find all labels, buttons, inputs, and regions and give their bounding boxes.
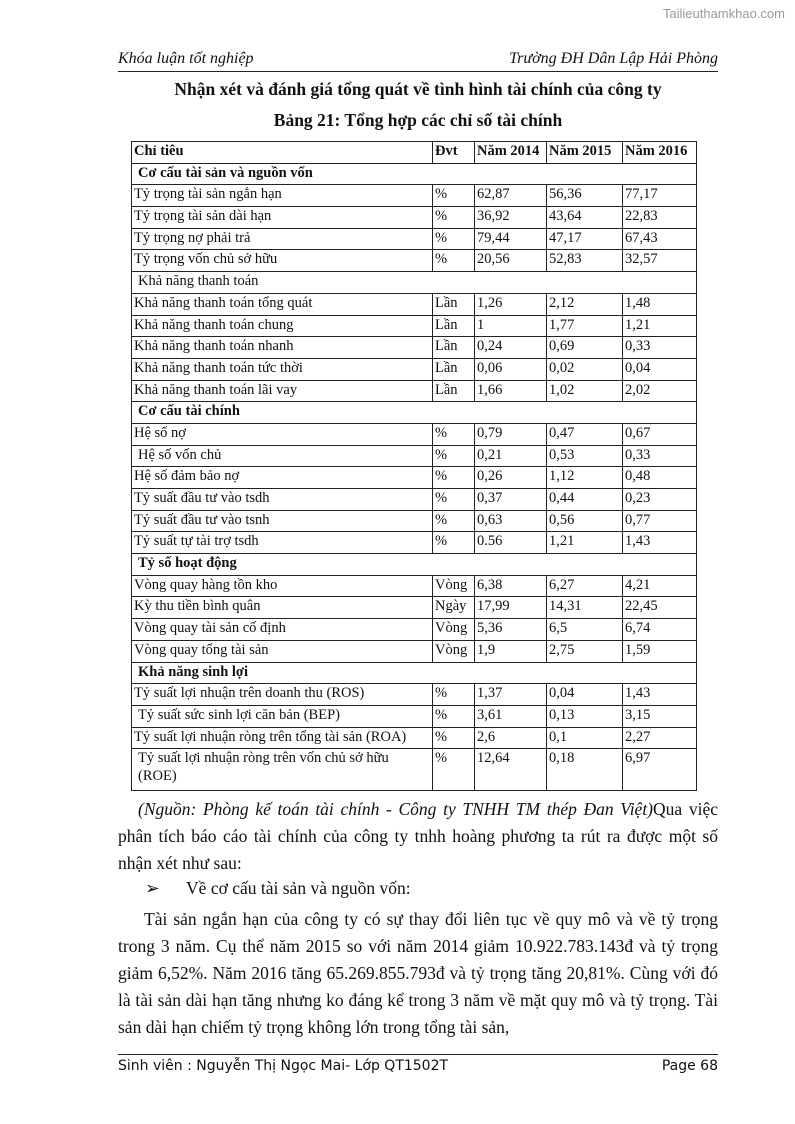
unit-cell: % (433, 510, 475, 532)
unit-cell: Lần (433, 315, 475, 337)
section-title: Nhận xét và đánh giá tổng quát về tình hình tài chính của công ty (174, 79, 662, 99)
table-section-row (132, 272, 697, 294)
table-row (132, 207, 697, 229)
year-2014-cell: 12,64 (475, 749, 547, 791)
section-label: Tỷ số hoạt động (132, 554, 697, 576)
unit-cell: % (433, 228, 475, 250)
section-label: Cơ cấu tài sản và nguồn vốn (132, 163, 697, 185)
year-2014-cell: 0,21 (475, 445, 547, 467)
year-2015-cell: 1,77 (547, 315, 623, 337)
year-2015-cell: 0,69 (547, 337, 623, 359)
year-2014-cell: 62,87 (475, 185, 547, 207)
year-2015-cell: 2,12 (547, 293, 623, 315)
year-2015-cell: 0,47 (547, 423, 623, 445)
year-2015-cell: 56,36 (547, 185, 623, 207)
year-2016-cell: 3,15 (623, 705, 697, 727)
table-row (132, 423, 697, 445)
unit-cell: Vòng (433, 619, 475, 641)
section-label: Khả năng sinh lợi (132, 662, 697, 684)
year-2015-cell: 43,64 (547, 207, 623, 229)
header-year-2016: Năm 2016 (623, 142, 697, 164)
year-2014-cell: 1,9 (475, 640, 547, 662)
indicator-cell: Hệ số vốn chủ (132, 445, 433, 467)
table-section-row (132, 554, 697, 576)
unit-cell: Lần (433, 380, 475, 402)
unit-cell: Lần (433, 358, 475, 380)
unit-cell: % (433, 489, 475, 511)
year-2015-cell: 6,5 (547, 619, 623, 641)
indicator-cell: Khả năng thanh toán chung (132, 315, 433, 337)
unit-cell: % (433, 423, 475, 445)
year-2014-cell: 0,79 (475, 423, 547, 445)
year-2016-cell: 1,59 (623, 640, 697, 662)
table-row (132, 489, 697, 511)
unit-cell: Vòng (433, 575, 475, 597)
year-2014-cell: 1,37 (475, 684, 547, 706)
unit-cell: % (433, 705, 475, 727)
year-2016-cell: 1,21 (623, 315, 697, 337)
source-note: (Nguồn: Phòng kế toán tài chính - Công ty TNHH TM thép Đan Việt) (138, 799, 654, 819)
year-2016-cell: 22,45 (623, 597, 697, 619)
indicator-cell: Hệ số nợ (132, 423, 433, 445)
year-2016-cell: 0,23 (623, 489, 697, 511)
year-2015-cell: 2,75 (547, 640, 623, 662)
unit-cell: % (433, 727, 475, 749)
year-2014-cell: 0,37 (475, 489, 547, 511)
year-2015-cell: 14,31 (547, 597, 623, 619)
indicator-cell: Tỷ suất tự tài trợ tsdh (132, 532, 433, 554)
header-left: Khóa luận tốt nghiệp (118, 50, 254, 67)
year-2015-cell: 0,53 (547, 445, 623, 467)
indicator-cell: Hệ số đảm bảo nợ (132, 467, 433, 489)
paragraph-intro: Qua việc phân tích báo cáo tài chính của công ty tnhh hoàng phương ta rút ra được một số nhận xét như sau: (118, 799, 718, 873)
unit-cell: % (433, 532, 475, 554)
table-header-row (132, 142, 697, 164)
year-2016-cell: 0,48 (623, 467, 697, 489)
table-row (132, 619, 697, 641)
indicator-cell: Tỷ suất đầu tư vào tsnh (132, 510, 433, 532)
year-2014-cell: 3,61 (475, 705, 547, 727)
year-2014-cell: 2,6 (475, 727, 547, 749)
indicator-cell: Vòng quay hàng tồn kho (132, 575, 433, 597)
year-2014-cell: 36,92 (475, 207, 547, 229)
table-body (132, 163, 697, 791)
year-2016-cell: 0,04 (623, 358, 697, 380)
bullet-text: Về cơ cấu tài sản và nguồn vốn: (186, 878, 411, 898)
year-2015-cell: 0,04 (547, 684, 623, 706)
unit-cell: Lần (433, 337, 475, 359)
table-row (132, 293, 697, 315)
header-indicator: Chỉ tiêu (132, 142, 433, 164)
indicator-cell: Khả năng thanh toán nhanh (132, 337, 433, 359)
year-2016-cell: 2,02 (623, 380, 697, 402)
year-2015-cell: 0,18 (547, 749, 623, 791)
header-divider (118, 71, 718, 72)
year-2016-cell: 0,67 (623, 423, 697, 445)
indicator-cell: Vòng quay tài sản cố định (132, 619, 433, 641)
year-2015-cell: 0,1 (547, 727, 623, 749)
year-2016-cell: 0,33 (623, 337, 697, 359)
year-2014-cell: 1,66 (475, 380, 547, 402)
unit-cell: Ngày (433, 597, 475, 619)
indicator-cell: Khả năng thanh toán lãi vay (132, 380, 433, 402)
year-2014-cell: 5,36 (475, 619, 547, 641)
year-2016-cell: 1,43 (623, 684, 697, 706)
unit-cell: Vòng (433, 640, 475, 662)
indicator-cell: Tỷ trọng tài sản dài hạn (132, 207, 433, 229)
table-row (132, 749, 697, 791)
year-2016-cell: 0,33 (623, 445, 697, 467)
unit-cell: % (433, 445, 475, 467)
year-2014-cell: 0,24 (475, 337, 547, 359)
financial-ratios-table (131, 141, 697, 791)
table-section-row (132, 662, 697, 684)
year-2016-cell: 1,48 (623, 293, 697, 315)
table-row (132, 467, 697, 489)
table-row (132, 380, 697, 402)
year-2014-cell: 0,26 (475, 467, 547, 489)
footer-divider (118, 1054, 718, 1055)
header-right: Trường ĐH Dân Lập Hải Phòng (509, 50, 718, 67)
table-row (132, 228, 697, 250)
year-2016-cell: 4,21 (623, 575, 697, 597)
year-2014-cell: 0,06 (475, 358, 547, 380)
year-2016-cell: 6,97 (623, 749, 697, 791)
unit-cell: % (433, 185, 475, 207)
year-2016-cell: 1,43 (623, 532, 697, 554)
header-unit: Đvt (433, 142, 475, 164)
source-paragraph (118, 796, 718, 877)
indicator-cell: Tỷ suất lợi nhuận ròng trên vốn chủ sở hữu (ROE) (132, 749, 433, 791)
indicator-cell: Kỳ thu tiền bình quân (132, 597, 433, 619)
table-section-row (132, 163, 697, 185)
indicator-cell: Khả năng thanh toán tổng quát (132, 293, 433, 315)
year-2016-cell: 22,83 (623, 207, 697, 229)
year-2014-cell: 79,44 (475, 228, 547, 250)
table-row (132, 532, 697, 554)
table-row (132, 510, 697, 532)
unit-cell: % (433, 749, 475, 791)
page-number: Page 68 (661, 1058, 718, 1074)
year-2015-cell: 0,13 (547, 705, 623, 727)
year-2015-cell: 52,83 (547, 250, 623, 272)
year-2014-cell: 1,26 (475, 293, 547, 315)
table-row (132, 705, 697, 727)
unit-cell: % (433, 684, 475, 706)
indicator-cell: Tỷ suất lợi nhuận ròng trên tổng tài sản (ROA) (132, 727, 433, 749)
year-2015-cell: 0,44 (547, 489, 623, 511)
bullet-arrow-icon: ➢ (145, 878, 160, 898)
table-row (132, 250, 697, 272)
table-row (132, 315, 697, 337)
indicator-cell: Khả năng thanh toán tức thời (132, 358, 433, 380)
year-2015-cell: 0,02 (547, 358, 623, 380)
year-2014-cell: 0,63 (475, 510, 547, 532)
footer-student: Sinh viên : Nguyễn Thị Ngọc Mai- Lớp QT1502T (118, 1058, 449, 1074)
watermark-text: Tailieuthamkhao.com (662, 6, 785, 21)
year-2016-cell: 32,57 (623, 250, 697, 272)
page-header (118, 48, 718, 72)
year-2014-cell: 1 (475, 315, 547, 337)
indicator-cell: Tỷ trọng nợ phải trả (132, 228, 433, 250)
indicator-cell: Tỷ suất sức sinh lợi căn bản (BEP) (132, 705, 433, 727)
table-row (132, 640, 697, 662)
table-row (132, 597, 697, 619)
table-row (132, 727, 697, 749)
year-2015-cell: 1,02 (547, 380, 623, 402)
table-row (132, 358, 697, 380)
section-label: Khả năng thanh toán (132, 272, 697, 294)
year-2015-cell: 0,56 (547, 510, 623, 532)
section-label: Cơ cấu tài chính (132, 402, 697, 424)
table-section-row (132, 402, 697, 424)
year-2016-cell: 0,77 (623, 510, 697, 532)
table-row (132, 575, 697, 597)
header-year-2015: Năm 2015 (547, 142, 623, 164)
table-row (132, 185, 697, 207)
year-2014-cell: 17,99 (475, 597, 547, 619)
year-2016-cell: 2,27 (623, 727, 697, 749)
indicator-cell: Tỷ suất đầu tư vào tsdh (132, 489, 433, 511)
indicator-cell: Vòng quay tổng tài sản (132, 640, 433, 662)
table-row (132, 445, 697, 467)
year-2015-cell: 1,12 (547, 467, 623, 489)
table-row (132, 684, 697, 706)
year-2015-cell: 1,21 (547, 532, 623, 554)
table-row (132, 337, 697, 359)
bullet-item (145, 878, 411, 899)
indicator-cell: Tỷ trọng vốn chủ sở hữu (132, 250, 433, 272)
unit-cell: Lần (433, 293, 475, 315)
year-2014-cell: 6,38 (475, 575, 547, 597)
header-year-2014: Năm 2014 (475, 142, 547, 164)
body-paragraph: Tài sản ngắn hạn của công ty có sự thay đổi liên tục về quy mô và về tỷ trọng trong 3 năm. Cụ thể năm 2015 so với năm 2014 giảm 10.922.783.143đ và tỷ trọng giảm 6,52%. Năm 2016 tăng 65.269.855.793đ và tỷ trọng tăng 20,81%. Cùng với đó là tài sản dài hạn tăng nhưng ko đáng kể trong 3 năm về mặt quy mô và tỷ trọng. Tài sản dài hạn chiếm tỷ trọng không lớn trong tổng tài sản, (118, 909, 718, 1037)
unit-cell: % (433, 250, 475, 272)
year-2015-cell: 6,27 (547, 575, 623, 597)
year-2016-cell: 77,17 (623, 185, 697, 207)
unit-cell: % (433, 467, 475, 489)
year-2016-cell: 6,74 (623, 619, 697, 641)
indicator-cell: Tỷ suất lợi nhuận trên doanh thu (ROS) (132, 684, 433, 706)
year-2015-cell: 47,17 (547, 228, 623, 250)
year-2016-cell: 67,43 (623, 228, 697, 250)
year-2014-cell: 20,56 (475, 250, 547, 272)
table-caption: Bảng 21: Tổng hợp các chỉ số tài chính (273, 110, 563, 130)
unit-cell: % (433, 207, 475, 229)
year-2014-cell: 0.56 (475, 532, 547, 554)
indicator-cell: Tỷ trọng tài sản ngắn hạn (132, 185, 433, 207)
